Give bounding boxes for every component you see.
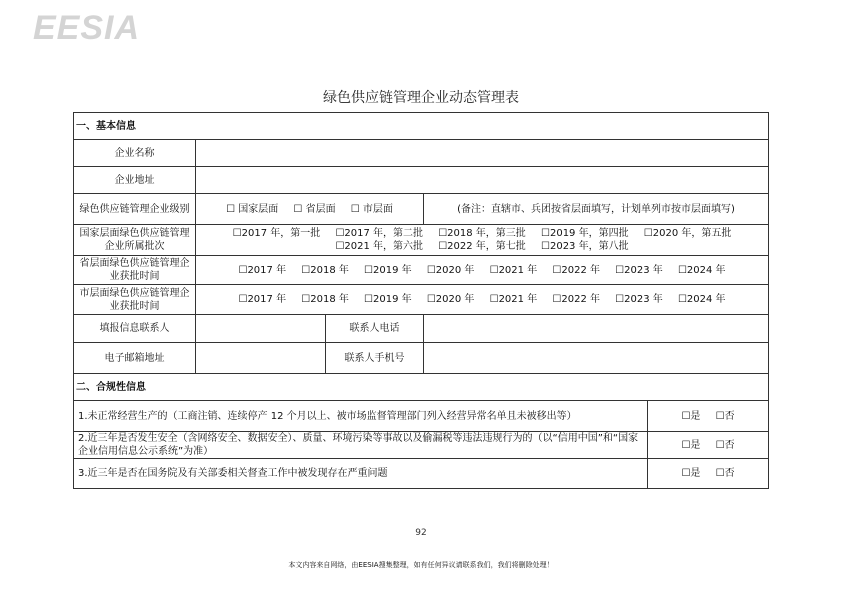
year-option[interactable]: ☐2017 年: [238, 294, 287, 305]
level-options: [196, 194, 424, 225]
contact-phone-label: 联系人电话: [326, 315, 424, 343]
level-note: (备注：直辖市、兵团按省层面填写，计划单列市按市层面填写): [424, 194, 769, 225]
mobile-field[interactable]: [424, 343, 769, 374]
year-option[interactable]: ☐2023 年: [615, 294, 663, 305]
company-name-label: 企业名称: [74, 140, 196, 167]
contact-row: [74, 315, 769, 343]
page-number: 92: [415, 528, 427, 538]
compliance-q3-text: 3.近三年是否在国务院及有关部委相关督查工作中被发现存在严重问题: [74, 459, 648, 489]
year-option[interactable]: ☐2020 年: [426, 264, 475, 276]
compliance-q3-answer: [648, 459, 769, 489]
company-name-row: [74, 140, 769, 167]
no-checkbox[interactable]: ☐否: [715, 468, 735, 479]
year-option[interactable]: ☐2021 年: [489, 264, 538, 276]
compliance-q1-row: [74, 401, 769, 432]
company-address-row: [74, 167, 769, 194]
batch-option[interactable]: ☐2023 年，第八批: [541, 241, 629, 252]
company-name-field[interactable]: [196, 140, 769, 167]
batch-option[interactable]: ☐2021 年，第六批: [335, 241, 424, 252]
national-batch-row: [74, 225, 769, 256]
section-compliance-row: [74, 374, 769, 401]
compliance-q2-answer: [648, 432, 769, 459]
year-option[interactable]: ☐2022 年: [552, 294, 600, 305]
year-option[interactable]: ☐2023 年: [615, 264, 663, 276]
level-label: 绿色供应链管理企业级别: [74, 194, 196, 225]
batch-option[interactable]: ☐2017 年，第二批: [335, 228, 424, 239]
compliance-q2-text: 2.近三年是否发生安全（含网络安全、数据安全）、质量、环境污染等事故以及偷漏税等违法违规行为的（以“信用中国”和“国家企业信用信息公示系统”为准）: [74, 432, 648, 459]
municipal-year-options: [196, 285, 769, 315]
management-form-table: [73, 112, 769, 489]
year-option[interactable]: ☐2019 年: [364, 294, 412, 305]
level-option-national[interactable]: ☐ 国家层面: [226, 203, 279, 215]
municipal-year-label: 市层面绿色供应链管理企业获批时间: [74, 285, 196, 315]
email-row: [74, 343, 769, 374]
compliance-q3-row: [74, 459, 769, 489]
year-option[interactable]: ☐2017 年: [238, 264, 287, 276]
batch-option[interactable]: ☐2018 年，第三批: [438, 228, 526, 239]
provincial-year-options: [196, 256, 769, 285]
yes-checkbox[interactable]: ☐是: [681, 468, 701, 479]
email-label: 电子邮箱地址: [74, 343, 196, 374]
year-option[interactable]: ☐2024 年: [677, 264, 726, 276]
email-field[interactable]: [196, 343, 326, 374]
section-basic-info-heading: 一、基本信息: [74, 113, 769, 140]
company-address-field[interactable]: [196, 167, 769, 194]
batch-option[interactable]: ☐2022 年，第七批: [438, 241, 526, 252]
year-option[interactable]: ☐2024 年: [677, 294, 726, 305]
batch-option[interactable]: ☐2019 年，第四批: [541, 228, 629, 239]
company-address-label: 企业地址: [74, 167, 196, 194]
year-option[interactable]: ☐2020 年: [426, 294, 475, 305]
year-option[interactable]: ☐2018 年: [301, 264, 349, 276]
national-batch-label: 国家层面绿色供应链管理企业所属批次: [74, 225, 196, 256]
national-batch-options: [196, 225, 769, 256]
compliance-q1-answer: [648, 401, 769, 432]
year-option[interactable]: ☐2018 年: [301, 294, 349, 305]
year-option[interactable]: ☐2021 年: [489, 294, 538, 305]
yes-checkbox[interactable]: ☐是: [681, 410, 701, 422]
section-compliance-heading: 二、合规性信息: [74, 374, 769, 401]
contact-phone-field[interactable]: [424, 315, 769, 343]
contact-field[interactable]: [196, 315, 326, 343]
provincial-year-label: 省层面绿色供应链管理企业获批时间: [74, 256, 196, 285]
batch-option[interactable]: ☐2017 年，第一批: [232, 228, 321, 239]
page-title: 绿色供应链管理企业动态管理表: [323, 90, 519, 106]
compliance-q2-row: [74, 432, 769, 459]
batch-option[interactable]: ☐2020 年，第五批: [643, 228, 732, 239]
municipal-year-row: [74, 285, 769, 315]
footer-disclaimer: 本文内容来自网络，由EESIA搜集整理，如有任何异议请联系我们，我们将删除处理！: [288, 561, 554, 569]
provincial-year-row: [74, 256, 769, 285]
compliance-q1-text: 1.未正常经营生产的（工商注销、连续停产 12 个月以上、被市场监督管理部门列入经营异常名单且未被移出等）: [74, 401, 648, 432]
yes-checkbox[interactable]: ☐是: [681, 439, 701, 451]
section-basic-info-row: [74, 113, 769, 140]
no-checkbox[interactable]: ☐否: [715, 410, 735, 422]
no-checkbox[interactable]: ☐否: [715, 439, 735, 451]
year-option[interactable]: ☐2019 年: [364, 264, 412, 276]
mobile-label: 联系人手机号: [326, 343, 424, 374]
level-option-municipal[interactable]: ☐ 市层面: [350, 203, 393, 215]
level-row: [74, 194, 769, 225]
year-option[interactable]: ☐2022 年: [552, 264, 600, 276]
eesia-logo: EESIA: [33, 9, 141, 47]
contact-label: 填报信息联系人: [74, 315, 196, 343]
level-option-provincial[interactable]: ☐ 省层面: [293, 203, 336, 215]
